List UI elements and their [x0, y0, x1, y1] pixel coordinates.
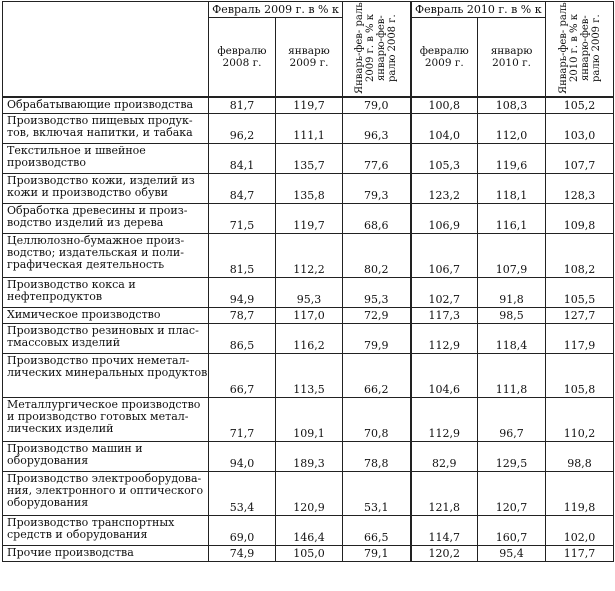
value-cell: 66,2 [343, 353, 411, 397]
value-cell: 107,7 [546, 143, 614, 173]
value-cell: 70,8 [343, 397, 411, 441]
value-cell: 102,7 [411, 277, 478, 307]
value-cell: 79,9 [343, 323, 411, 353]
header-jan-2009: январю 2009 г. [276, 18, 343, 98]
value-cell: 79,1 [343, 545, 411, 561]
table-row [3, 143, 614, 173]
value-cell: 120,2 [411, 545, 478, 561]
table-row [3, 97, 614, 113]
value-cell: 112,9 [411, 323, 478, 353]
header-group-2010: Февраль 2010 г. в % к [411, 2, 546, 18]
value-cell: 123,2 [411, 173, 478, 203]
industry-name-cell: Текстильное и швейное производство [3, 143, 209, 173]
value-cell: 96,2 [209, 113, 276, 143]
value-cell: 68,6 [343, 203, 411, 233]
industry-name-cell: Производство кокса и нефтепродуктов [3, 277, 209, 307]
value-cell: 84,1 [209, 143, 276, 173]
table-row [3, 545, 614, 561]
value-cell: 120,7 [478, 471, 546, 515]
value-cell: 189,3 [276, 441, 343, 471]
value-cell: 117,9 [546, 323, 614, 353]
value-cell: 98,5 [478, 307, 546, 323]
value-cell: 104,6 [411, 353, 478, 397]
value-cell: 118,4 [478, 323, 546, 353]
table-row [3, 307, 614, 323]
industry-name-cell: Производство пищевых продук- тов, включая напитки, и табака [3, 113, 209, 143]
header-blank-cell [3, 2, 209, 98]
table-row [3, 173, 614, 203]
value-cell: 108,2 [546, 233, 614, 277]
value-cell: 146,4 [276, 515, 343, 545]
value-cell: 96,3 [343, 113, 411, 143]
value-cell: 121,8 [411, 471, 478, 515]
value-cell: 79,3 [343, 173, 411, 203]
value-cell: 103,0 [546, 113, 614, 143]
value-cell: 84,7 [209, 173, 276, 203]
value-cell: 116,2 [276, 323, 343, 353]
value-cell: 128,3 [546, 173, 614, 203]
value-cell: 113,5 [276, 353, 343, 397]
header-group-2009: Февраль 2009 г. в % к [209, 2, 343, 18]
value-cell: 105,3 [411, 143, 478, 173]
table-row [3, 353, 614, 397]
value-cell: 102,0 [546, 515, 614, 545]
value-cell: 94,9 [209, 277, 276, 307]
header-jan-2010: январю 2010 г. [478, 18, 546, 98]
value-cell: 116,1 [478, 203, 546, 233]
table-header [3, 2, 614, 98]
industry-name-cell: Металлургическое производство и производство готовых метал- лических изделий [3, 397, 209, 441]
value-cell: 160,7 [478, 515, 546, 545]
value-cell: 106,9 [411, 203, 478, 233]
header-feb-2008: февралю 2008 г. [209, 18, 276, 98]
value-cell: 71,7 [209, 397, 276, 441]
industry-name-cell: Производство прочих неметал- лических минеральных продуктов [3, 353, 209, 397]
value-cell: 71,5 [209, 203, 276, 233]
value-cell: 79,0 [343, 97, 411, 113]
value-cell: 111,8 [478, 353, 546, 397]
industry-name-cell: Производство машин и оборудования [3, 441, 209, 471]
value-cell: 78,7 [209, 307, 276, 323]
value-cell: 105,2 [546, 97, 614, 113]
value-cell: 119,6 [478, 143, 546, 173]
value-cell: 94,0 [209, 441, 276, 471]
value-cell: 129,5 [478, 441, 546, 471]
value-cell: 95,3 [343, 277, 411, 307]
value-cell: 81,5 [209, 233, 276, 277]
value-cell: 112,0 [478, 113, 546, 143]
value-cell: 110,2 [546, 397, 614, 441]
industry-name-cell: Обработка древесины и произ- водство изделий из дерева [3, 203, 209, 233]
header-feb-2009: февралю 2009 г. [411, 18, 478, 98]
value-cell: 91,8 [478, 277, 546, 307]
industry-name-cell: Производство электрооборудова- ния, электронного и оптического оборудования [3, 471, 209, 515]
header-janfeb-2009: Январь-фев- раль 2009 г. в % к январю-фев- ралю 2008 г. [343, 2, 411, 98]
value-cell: 112,2 [276, 233, 343, 277]
value-cell: 81,7 [209, 97, 276, 113]
table-row [3, 233, 614, 277]
table-row [3, 277, 614, 307]
value-cell: 120,9 [276, 471, 343, 515]
value-cell: 86,5 [209, 323, 276, 353]
industry-name-cell: Химическое производство [3, 307, 209, 323]
value-cell: 82,9 [411, 441, 478, 471]
value-cell: 118,1 [478, 173, 546, 203]
value-cell: 66,5 [343, 515, 411, 545]
value-cell: 135,7 [276, 143, 343, 173]
table-row [3, 441, 614, 471]
table-row [3, 515, 614, 545]
header-janfeb-2010: Январь-фев- раль 2010 г. в % к январю-фев- ралю 2009 г. [546, 2, 614, 98]
value-cell: 119,8 [546, 471, 614, 515]
value-cell: 109,1 [276, 397, 343, 441]
value-cell: 53,4 [209, 471, 276, 515]
value-cell: 105,8 [546, 353, 614, 397]
value-cell: 114,7 [411, 515, 478, 545]
value-cell: 107,9 [478, 233, 546, 277]
value-cell: 53,1 [343, 471, 411, 515]
value-cell: 135,8 [276, 173, 343, 203]
table-row [3, 203, 614, 233]
industry-name-cell: Производство транспортных средств и оборудования [3, 515, 209, 545]
value-cell: 108,3 [478, 97, 546, 113]
industry-name-cell: Целлюлозно-бумажное произ- водство; издательская и поли- графическая деятельность [3, 233, 209, 277]
value-cell: 95,3 [276, 277, 343, 307]
value-cell: 80,2 [343, 233, 411, 277]
value-cell: 96,7 [478, 397, 546, 441]
value-cell: 95,4 [478, 545, 546, 561]
value-cell: 117,7 [546, 545, 614, 561]
value-cell: 105,5 [546, 277, 614, 307]
value-cell: 127,7 [546, 307, 614, 323]
table-row [3, 397, 614, 441]
value-cell: 72,9 [343, 307, 411, 323]
value-cell: 106,7 [411, 233, 478, 277]
value-cell: 112,9 [411, 397, 478, 441]
table-row [3, 471, 614, 515]
value-cell: 111,1 [276, 113, 343, 143]
industry-name-cell: Прочие производства [3, 545, 209, 561]
value-cell: 77,6 [343, 143, 411, 173]
value-cell: 74,9 [209, 545, 276, 561]
value-cell: 117,0 [276, 307, 343, 323]
value-cell: 119,7 [276, 203, 343, 233]
value-cell: 105,0 [276, 545, 343, 561]
table-body [3, 97, 614, 561]
value-cell: 109,8 [546, 203, 614, 233]
value-cell: 66,7 [209, 353, 276, 397]
industrial-production-table [2, 1, 614, 562]
value-cell: 98,8 [546, 441, 614, 471]
industry-name-cell: Производство кожи, изделий из кожи и производство обуви [3, 173, 209, 203]
value-cell: 104,0 [411, 113, 478, 143]
industry-name-cell: Обрабатывающие производства [3, 97, 209, 113]
value-cell: 117,3 [411, 307, 478, 323]
table-row [3, 113, 614, 143]
value-cell: 119,7 [276, 97, 343, 113]
industry-name-cell: Производство резиновых и плас- тмассовых изделий [3, 323, 209, 353]
value-cell: 100,8 [411, 97, 478, 113]
table-row [3, 323, 614, 353]
value-cell: 69,0 [209, 515, 276, 545]
value-cell: 78,8 [343, 441, 411, 471]
